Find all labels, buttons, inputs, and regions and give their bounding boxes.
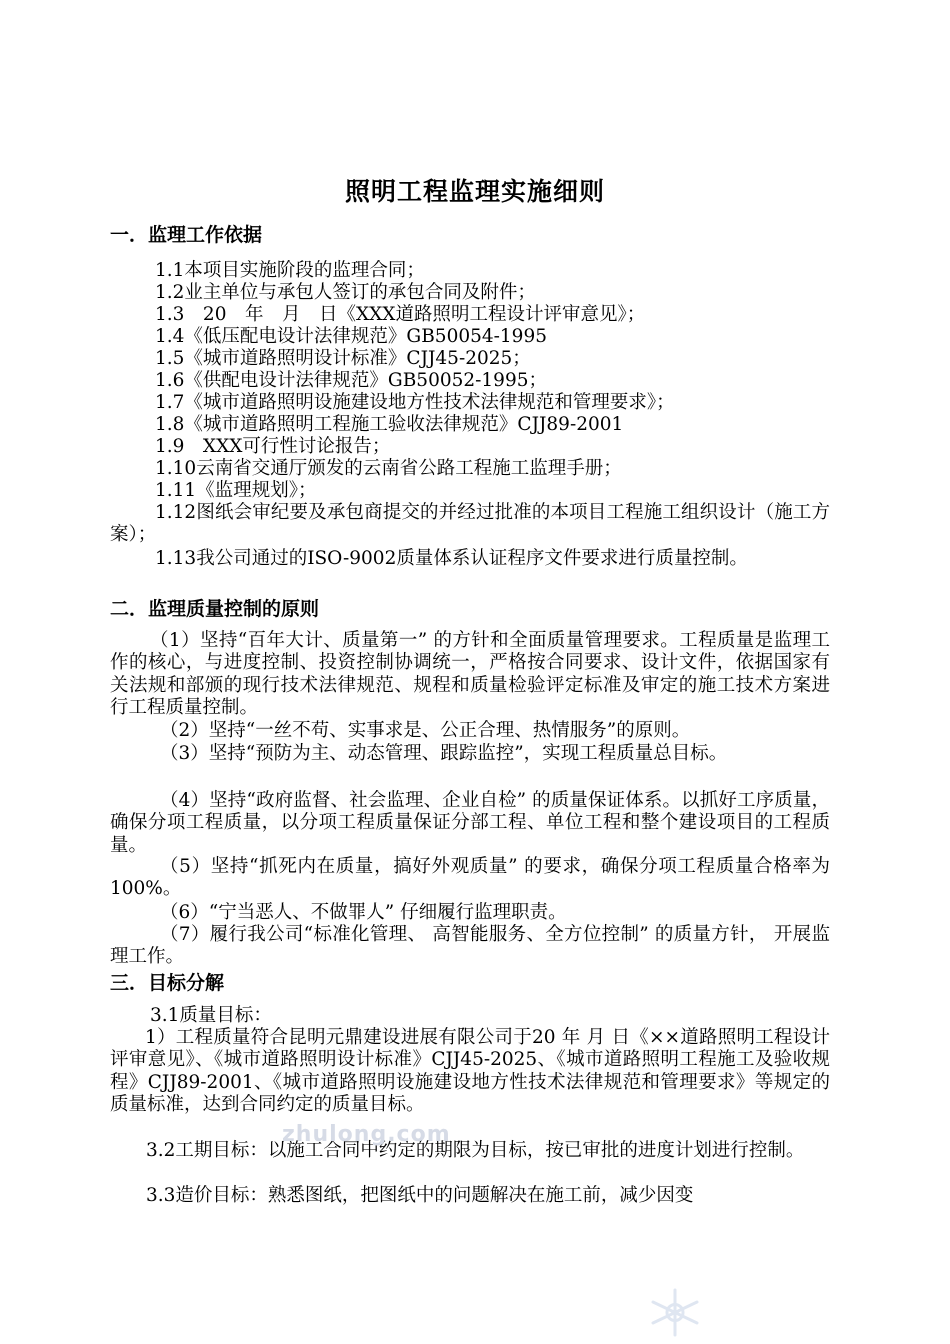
basis-item-1-7: 1.7《城市道路照明设施建设地方性技术法律规范和管理要求》； <box>155 392 675 413</box>
document-title: 照明工程监理实施细则 <box>344 177 605 206</box>
goal-cost: 3.3造价目标：熟悉图纸，把图纸中的问题解决在施工前，减少因变 <box>146 1185 694 1206</box>
basis-item-1-5: 1.5《城市道路照明设计标准》CJJ45-2025； <box>155 348 531 369</box>
section-heading-2: 二．监理质量控制的原则 <box>110 598 320 620</box>
basis-item-1-10: 1.10云南省交通厅颁发的云南省公路工程施工监理手册； <box>155 458 622 479</box>
basis-item-1-6: 1.6《供配电设计法律规范》GB50052-1995； <box>155 370 547 391</box>
basis-item-1-13: 1.13我公司通过的ISO-9002质量体系认证程序文件要求进行质量控制。 <box>155 548 748 569</box>
principle-6: （6）“宁当恶人、不做罪人” 仔细履行监理职责。 <box>160 902 567 923</box>
principle-7: （7）履行我公司“标准化管理、 高智能服务、全方位控制” 的质量方针， 开展监理工作。 <box>110 924 830 968</box>
goal-quality-text: 1）工程质量符合昆明元鼎建设进展有限公司于20 年 月 日《××道路照明工程设计评审意见》、《城市道路照明设计标准》CJJ45-2025、《城市道路照明工程施工及验收规程》CJJ89-2001、《城市道路照明设施建设地方性技术法律规范和管理要求》等规定的质量标准，达到合同约定的质量目标。 <box>110 1027 830 1115</box>
basis-item-1-8: 1.8《城市道路照明工程施工验收法律规范》CJJ89-2001 <box>155 414 624 435</box>
basis-item-1-9: 1.9 XXX可行性讨论报告； <box>155 436 391 457</box>
principle-2: （2）坚持“一丝不苟、实事求是、公正合理、热情服务”的原则。 <box>160 720 691 741</box>
principle-5: （5）坚持“抓死内在质量，搞好外观质量” 的要求，确保分项工程质量合格率为100%。 <box>110 856 830 900</box>
principle-4: （4）坚持“政府监督、社会监理、企业自检” 的质量保证体系。以抓好工序质量，确保分项工程质量，以分项工程质量保证分部工程、单位工程和整个建设项目的工程质量。 <box>110 790 830 856</box>
basis-item-1-3: 1.3 20 年 月 日《XXX道路照明工程设计评审意见》； <box>155 304 646 325</box>
goal-quality-title: 3.1质量目标： <box>150 1005 272 1026</box>
basis-item-1-4: 1.4《低压配电设计法律规范》GB50054-1995 <box>155 326 547 347</box>
section-heading-3: 三．目标分解 <box>110 972 225 994</box>
goal-schedule: 3.2工期目标：以施工合同中约定的期限为目标，按已审批的进度计划进行控制。 <box>146 1140 805 1161</box>
basis-item-1-1: 1.1本项目实施阶段的监理合同； <box>155 260 425 281</box>
basis-item-1-2: 1.2业主单位与承包人签订的承包合同及附件； <box>155 282 536 303</box>
section-heading-1: 一．监理工作依据 <box>110 224 263 246</box>
principle-1: （1）坚持“百年大计、质量第一” 的方针和全面质量管理要求。工程质量是监理工作的核心，与进度控制、投资控制协调统一，严格按合同要求、设计文件，依据国家有关法规和部颁的现行技术法律规范、规程和质量检验评定标准及审定的施工技术方案进行工程质量控制。 <box>110 630 830 718</box>
principle-3: （3）坚持“预防为主、动态管理、跟踪监控”，实现工程质量总目标。 <box>160 743 728 764</box>
basis-item-1-12: 1.12图纸会审纪要及承包商提交的并经过批准的本项目工程施工组织设计（施工方案）； <box>110 502 830 546</box>
watermark-text: zhulong.com <box>282 1122 451 1147</box>
snowflake-watermark-icon <box>645 1285 705 1340</box>
basis-item-1-11: 1.11《监理规划》； <box>155 480 317 501</box>
